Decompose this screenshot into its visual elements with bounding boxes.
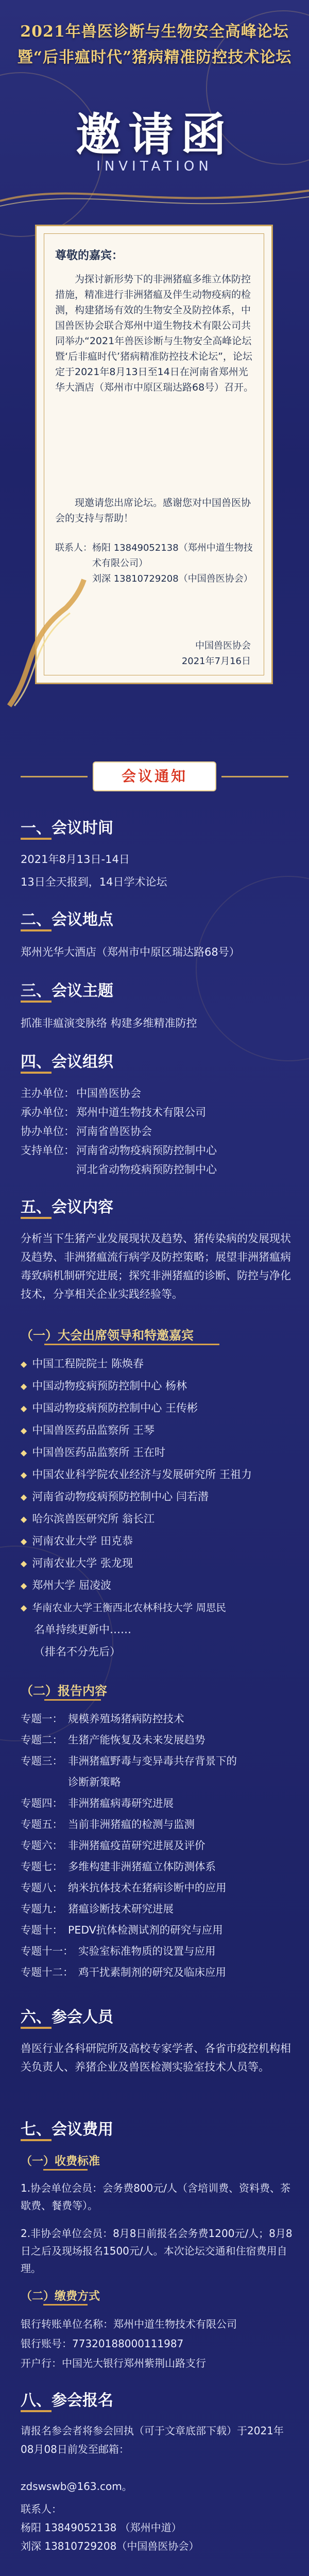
- org-value: 河南省动物疫病预防控制中心: [76, 1144, 217, 1157]
- invitation-english: INVITATION: [96, 159, 213, 174]
- topic-value: 诊断新策略: [68, 1776, 121, 1788]
- guest-item: [21, 1397, 299, 1419]
- fees-standard-subtitle: （一）收费标准: [21, 2155, 100, 2168]
- guest-name: 中国动物疫病预防控制中心 王传彬: [32, 1402, 198, 1414]
- section-content-text: 分析当下生猪产业发展现状及趋势、猪传染病的发展现状及趋势、非洲猪瘟流行病学及防控策略；展望非洲猪瘟病毒致病机制研究进展；探究非洲猪瘟的诊断、防控与净化技术，分享相关企业实践经验等。: [21, 1232, 291, 1300]
- section-content-title: 五、会议内容: [21, 1198, 113, 1216]
- guest-note-text: 名单持续更新中……: [34, 1623, 131, 1636]
- topic-value: 生猪产能恢复及未来发展趋势: [68, 1734, 205, 1746]
- section-fees-title: 七、会议费用: [21, 2121, 113, 2139]
- topic-value: 鸡干扰素制剂的研究及临床应用: [78, 1966, 226, 1978]
- topic-key: [21, 1772, 68, 1793]
- org-value: 河南省兽医协会: [76, 1125, 152, 1138]
- org-key: 协办单位：: [21, 1125, 75, 1138]
- guest-name: 中国农业科学院农业经济与发展研究所 王祖力: [32, 1468, 252, 1481]
- signup-contact-1: 杨阳 13849052138 （郑州中道）: [21, 2521, 182, 2534]
- guest-note: [21, 1619, 299, 1641]
- guest-name: 哈尔滨兽医研究所 翁长江: [32, 1513, 154, 1525]
- bullet-icon: ◆: [21, 1492, 27, 1502]
- signup-text: 请报名参会者将参会回执（可于文章底部下载）于2021年08月08日前发至邮箱：: [21, 2425, 284, 2455]
- section-venue-title: 二、会议地点: [21, 911, 113, 929]
- section-theme-line1: 抓准非瘟演变脉络 构建多维精准防控: [21, 1017, 197, 1029]
- subtitle-underline: [44, 1699, 101, 1701]
- topic-value: 规模养殖场猪病防控技术: [68, 1713, 184, 1725]
- section-venue-line1: 郑州光华大酒店（郑州市中原区瑞达路68号）: [21, 946, 240, 958]
- topic-value: PEDV抗体检测试剂的研究与应用: [68, 1924, 223, 1936]
- section-underline: [21, 2139, 52, 2141]
- topic-item: [21, 1856, 299, 1877]
- banner-line-left: [21, 776, 88, 777]
- section-underline: [21, 1217, 52, 1219]
- section-underline: [21, 2027, 52, 2029]
- payment-bank: 开户行：中国光大银行郑州紫荆山路支行: [21, 2357, 206, 2369]
- bullet-icon: ◆: [21, 1536, 27, 1546]
- topic-key: 专题一：: [21, 1713, 63, 1725]
- letter-signature: [182, 638, 251, 669]
- bullet-icon: ◆: [21, 1581, 27, 1590]
- org-value: 中国兽医协会: [76, 1087, 141, 1099]
- topic-value: 当前非洲猪瘟的检测与监测: [68, 1818, 195, 1831]
- topic-key: 专题九：: [21, 1903, 63, 1915]
- topic-value: 实验室标准物质的设置与应用: [78, 1945, 216, 1957]
- topic-item: [21, 1877, 299, 1899]
- guest-name: 河南农业大学 张龙现: [32, 1557, 133, 1569]
- topic-key: 专题五：: [21, 1818, 63, 1831]
- subtitle-underline: [43, 2169, 88, 2171]
- section-underline: [21, 838, 52, 840]
- guest-name: 中国工程院院士 陈焕春: [32, 1358, 144, 1370]
- signup-contact-2: 刘深 13810729208（中国兽医协会）: [21, 2540, 199, 2552]
- topic-item: [21, 1708, 299, 1730]
- letter-greeting: 尊敬的嘉宾：: [55, 249, 124, 262]
- signup-email[interactable]: zdswswb@163.com。: [21, 2480, 132, 2493]
- signup-contacts: [21, 2500, 294, 2555]
- fee-item-1: 1.协会单位会员：会务费800元/人（含培训费、资料费、茶歇费、餐费等）。: [21, 2182, 290, 2212]
- guest-item: [21, 1464, 299, 1486]
- invitation-heading: 邀请函: [75, 108, 233, 161]
- guest-note-text: （排名不分先后）: [34, 1646, 121, 1658]
- org-key: 主办单位：: [21, 1087, 75, 1099]
- section-time-line1: 2021年8月13日-14日: [21, 853, 130, 866]
- org-key: 承办单位：: [21, 1106, 75, 1118]
- guest-name: 河南农业大学 田克恭: [32, 1535, 133, 1547]
- bullet-icon: ◆: [21, 1381, 27, 1391]
- guest-name: 中国兽医药品监察所 王琴: [32, 1424, 154, 1436]
- guest-name: 中国兽医药品监察所 王在时: [32, 1446, 165, 1459]
- org-value: 河北省动物疫病预防控制中心: [76, 1163, 217, 1176]
- section-theme-title: 三、会议主题: [21, 982, 113, 1000]
- letter-paragraph-1: [55, 272, 257, 395]
- signup-contact-label: 联系人：: [21, 2503, 62, 2515]
- topic-key: 专题十一：: [21, 1945, 74, 1957]
- org-row: [21, 1084, 294, 1103]
- letter-contact-1: 杨阳 13849052138（郑州中道生物技术有限公司）: [92, 543, 253, 569]
- section-underline: [21, 929, 52, 931]
- topic-item: [21, 1941, 299, 1962]
- org-key: [21, 1160, 76, 1179]
- org-row: [21, 1160, 294, 1179]
- topic-item: [21, 1920, 299, 1941]
- topic-key: 专题二：: [21, 1734, 63, 1746]
- topic-value: 纳米抗体技术在猪病诊断中的应用: [68, 1882, 227, 1894]
- guest-item: [21, 1574, 299, 1597]
- topic-item: [21, 1814, 299, 1835]
- topic-value: 猪瘟诊断技术研究进展: [68, 1903, 174, 1915]
- topic-item: [21, 1793, 299, 1814]
- guest-item: [21, 1353, 299, 1375]
- guest-item: [21, 1597, 299, 1619]
- bullet-icon: ◆: [21, 1514, 27, 1524]
- guest-item: [21, 1442, 299, 1464]
- topic-list: [21, 1708, 299, 1983]
- topic-key: 专题三：: [21, 1755, 63, 1767]
- bullet-icon: ◆: [21, 1359, 27, 1369]
- topic-key: 专题十：: [21, 1924, 63, 1936]
- gold-ribbon-decoration: [0, 170, 309, 216]
- letter-contact-2: 刘深 13810729208（中国兽医协会）: [92, 573, 253, 584]
- guest-item: [21, 1508, 299, 1530]
- bullet-icon: ◆: [21, 1470, 27, 1480]
- letter-paragraph-1-text: 为探讨新形势下的非洲猪瘟多维立体防控措施，精准进行非洲猪瘟及伴生动物疫病的检测，构建猪场有效的生物安全及防控体系，中国兽医协会联合郑州中道生物技术有限公司共同举办“2021年兽医诊断与生物安全高峰论坛暨‘后非瘟时代’猪病精准防控技术论坛”，论坛定于2021年8月13日至14日在河南省郑州光华大酒店（郑州市中原区瑞达路68号）召开。: [55, 274, 254, 393]
- guest-name: 中国动物疫病预防控制中心 杨林: [32, 1380, 187, 1392]
- bullet-icon: ◆: [21, 1448, 27, 1458]
- letter-contact-label: 联系人：: [55, 543, 92, 553]
- guest-item: [21, 1530, 299, 1552]
- guest-item: [21, 1375, 299, 1397]
- guest-name: 郑州大学 屈凌波: [32, 1579, 111, 1591]
- bullet-icon: ◆: [21, 1403, 27, 1413]
- guest-note: [21, 1641, 299, 1663]
- topic-key: 专题七：: [21, 1860, 63, 1873]
- topic-value: 多维构建非洲猪瘟立体防测体系: [68, 1860, 216, 1873]
- payment-account-number: 银行账号：77320188000111987: [21, 2337, 184, 2350]
- topic-key: 专题四：: [21, 1797, 63, 1809]
- section-org-title: 四、会议组织: [21, 1053, 113, 1071]
- guest-item: [21, 1419, 299, 1442]
- topic-value: 非洲猪瘟疫苗研究进展及评价: [68, 1839, 205, 1852]
- org-row: [21, 1103, 294, 1122]
- bullet-icon: ◆: [21, 1558, 27, 1568]
- topic-item: [21, 1772, 299, 1793]
- section-attendees-title: 六、参会人员: [21, 2008, 113, 2026]
- org-value: 郑州中道生物技术有限公司: [76, 1106, 206, 1118]
- guest-item: [21, 1486, 299, 1508]
- section-signup-title: 八、参会报名: [21, 2392, 113, 2410]
- section-time-title: 一、会议时间: [21, 819, 113, 837]
- subtitle-underline: [43, 2304, 88, 2306]
- banner-line-right: [221, 776, 288, 777]
- org-row: [21, 1141, 294, 1160]
- topic-item: [21, 1751, 299, 1772]
- section-org-list: [21, 1084, 294, 1179]
- org-row: [21, 1122, 294, 1141]
- guest-name: 华南农业大学王衡西北农林科技大学 周思民: [32, 1602, 227, 1614]
- topic-key: 专题十二：: [21, 1966, 74, 1978]
- topic-key: 专题六：: [21, 1839, 63, 1852]
- topic-value: 非洲猪瘟病毒研究进展: [68, 1797, 174, 1809]
- bullet-icon: ◆: [21, 1426, 27, 1435]
- section-underline: [21, 2410, 52, 2412]
- topics-subtitle: （二）报告内容: [21, 1684, 107, 1698]
- letter-paragraph-2: [55, 495, 257, 526]
- topic-value: 非洲猪瘟野毒与变异毒共存背景下的: [68, 1755, 237, 1767]
- section-time-line2: 13日全天报到，14日学术论坛: [21, 876, 167, 888]
- org-key: 支持单位：: [21, 1144, 75, 1157]
- payment-method-subtitle: （二）缴费方式: [21, 2290, 100, 2303]
- payment-info: [21, 2314, 294, 2373]
- section-underline: [21, 1072, 52, 1074]
- guests-subtitle: （一）大会出席领导和特邀嘉宾: [21, 1328, 194, 1343]
- bullet-icon: ◆: [21, 1603, 27, 1613]
- section-underline: [21, 1001, 52, 1003]
- letter-date: 2021年7月16日: [181, 656, 251, 667]
- meeting-notice-banner: 会议通知: [93, 761, 216, 791]
- letter-organization: 中国兽医协会: [195, 640, 251, 651]
- topic-item: [21, 1730, 299, 1751]
- subtitle-underline: [44, 1344, 219, 1345]
- section-attendees-text: 兽医行业各科研院所及高校专家学者、各省市疫控机构相关负责人、养猪企业及兽医检测实验室技术人员等。: [21, 2042, 291, 2073]
- gold-ribbon-left-decoration: [4, 577, 87, 711]
- fee-item-2: 2.非协会单位会员：8月8日前报名会务费1200元/人；8月8日之后及现场报名1500元/人。本次论坛交通和住宿费用自理。: [21, 2227, 293, 2275]
- topic-key: 专题八：: [21, 1882, 63, 1894]
- guest-list: [21, 1353, 299, 1663]
- topic-item: [21, 1962, 299, 1983]
- payment-account-name: 银行转账单位名称：郑州中道生物技术有限公司: [21, 2318, 237, 2330]
- forum-title-line2: 暨“后非瘟时代”猪病精准防控技术论坛: [17, 48, 292, 66]
- letter-paragraph-2-text: 现邀请您出席论坛。感谢您对中国兽医协会的支持与帮助！: [55, 497, 251, 524]
- forum-title-line1: 2021年兽医诊断与生物安全高峰论坛: [20, 23, 289, 41]
- topic-item: [21, 1835, 299, 1856]
- topic-item: [21, 1899, 299, 1920]
- guest-name: 河南省动物疫病预防控制中心 闫若潜: [32, 1490, 209, 1503]
- guest-item: [21, 1552, 299, 1574]
